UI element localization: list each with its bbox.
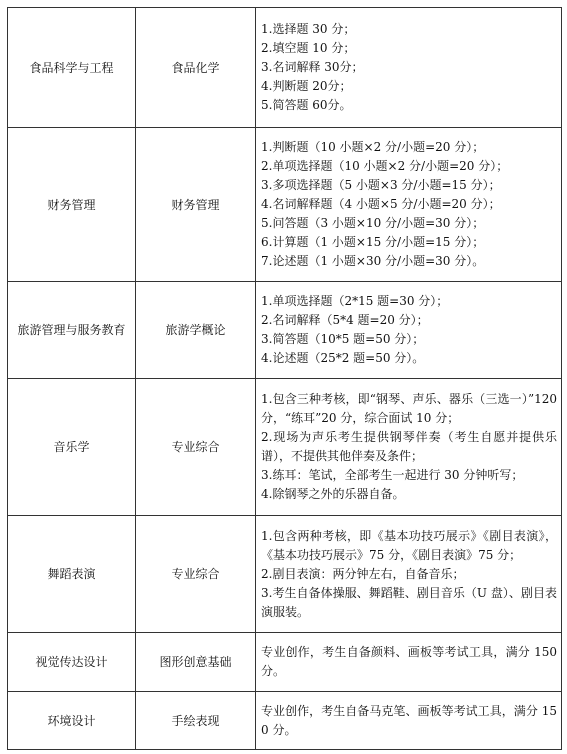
content-line: 5.问答题（3 小题×10 分/小题=30 分）； — [261, 216, 485, 230]
content-line: 6.计算题（1 小题×15 分/小题=15 分）； — [261, 235, 485, 249]
course-cell: 旅游学概论 — [136, 282, 256, 379]
major-cell: 音乐学 — [8, 379, 136, 516]
table-row — [8, 128, 562, 282]
content-line: 4.名词解释题（4 小题×5 分/小题=20 分）； — [261, 197, 501, 211]
exam-content-cell — [256, 282, 562, 379]
content-paragraph: 2.剧目表演：两分钟左右，自备音乐； — [261, 566, 465, 581]
major-cell: 视觉传达设计 — [8, 633, 136, 692]
content-paragraph: 专业创作，考生自备颜料、画板等考试工具，满分 150 分。 — [261, 645, 557, 678]
major-cell: 财务管理 — [8, 128, 136, 282]
major-cell: 食品科学与工程 — [8, 8, 136, 128]
content-line: 4.判断题 20分； — [261, 79, 352, 93]
content-paragraph: 3.考生自备体操服、舞蹈鞋、剧目音乐（U 盘）、剧目表演服装。 — [261, 585, 557, 619]
content-line: 1.单项选择题（2*15 题=30 分）； — [261, 294, 449, 308]
exam-content-cell — [256, 516, 562, 633]
table-row — [8, 8, 562, 128]
content-line: 5.简答题 60分。 — [261, 98, 352, 112]
content-line: 7.论述题（1 小题×30 分/小题=30 分）。 — [261, 254, 485, 268]
major-cell: 环境设计 — [8, 692, 136, 750]
table-row — [8, 633, 562, 692]
course-cell: 财务管理 — [136, 128, 256, 282]
table-row — [8, 692, 562, 750]
content-paragraph: 3.练耳：笔试，全部考生一起进行 30 分钟听写； — [261, 468, 524, 482]
course-cell: 专业综合 — [136, 516, 256, 633]
content-line: 1.判断题（10 小题×2 分/小题=20 分）； — [261, 140, 485, 154]
content-paragraph: 4.除钢琴之外的乐器自备。 — [261, 487, 405, 501]
exam-content-cell — [256, 128, 562, 282]
major-cell: 舞蹈表演 — [8, 516, 136, 633]
exam-content-cell — [256, 8, 562, 128]
content-line: 4.论述题（25*2 题=50 分）。 — [261, 351, 425, 365]
content-line: 1.选择题 30 分； — [261, 22, 356, 36]
table-row — [8, 516, 562, 633]
course-cell: 手绘表现 — [136, 692, 256, 750]
content-line: 2.填空题 10 分； — [261, 41, 356, 55]
content-paragraph: 2.现场为声乐考生提供钢琴伴奏（考生自愿并提供乐谱），不提供其他伴奏及条件； — [261, 430, 557, 463]
exam-content-cell — [256, 692, 562, 750]
content-paragraph: 1.包含三种考核，即“钢琴、声乐、器乐（三选一）”120 分，“练耳”20 分，综合面试 10 分； — [261, 392, 557, 425]
content-line: 3.多项选择题（5 小题×3 分/小题=15 分）； — [261, 178, 501, 192]
content-line: 2.名词解释（5*4 题=20 分）； — [261, 313, 429, 327]
course-cell: 食品化学 — [136, 8, 256, 128]
content-line: 3.名词解释 30分； — [261, 60, 364, 74]
exam-content-cell — [256, 379, 562, 516]
table-row — [8, 282, 562, 379]
content-line: 3.简答题（10*5 题=50 分）； — [261, 332, 425, 346]
course-cell: 专业综合 — [136, 379, 256, 516]
content-line: 2.单项选择题（10 小题×2 分/小题=20 分）； — [261, 159, 509, 173]
major-cell: 旅游管理与服务教育 — [8, 282, 136, 379]
course-cell: 图形创意基础 — [136, 633, 256, 692]
content-paragraph: 1.包含两种考核，即《基本功技巧展示》《剧目表演》，《基本功技巧展示》75 分，《剧目表演》75 分； — [261, 528, 557, 562]
content-paragraph: 专业创作，考生自备马克笔、画板等考试工具，满分 150 分。 — [261, 703, 557, 737]
table-row — [8, 379, 562, 516]
exam-subject-table — [7, 7, 562, 750]
exam-content-cell — [256, 633, 562, 692]
